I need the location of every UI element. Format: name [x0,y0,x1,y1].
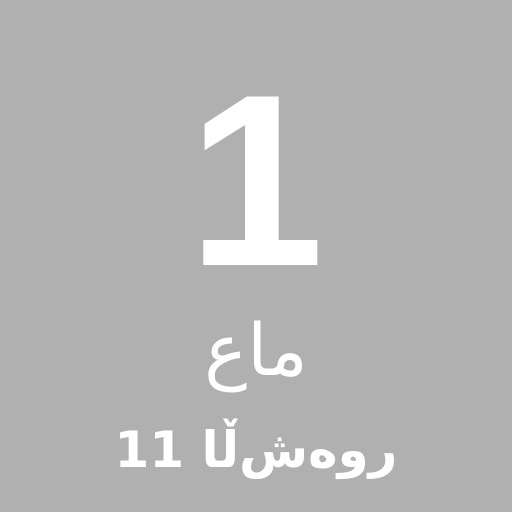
big-number: 1 [187,43,325,317]
subtitle-label: روەش‌ڵا 11 [114,421,398,479]
unit-label: ماع [204,308,308,392]
